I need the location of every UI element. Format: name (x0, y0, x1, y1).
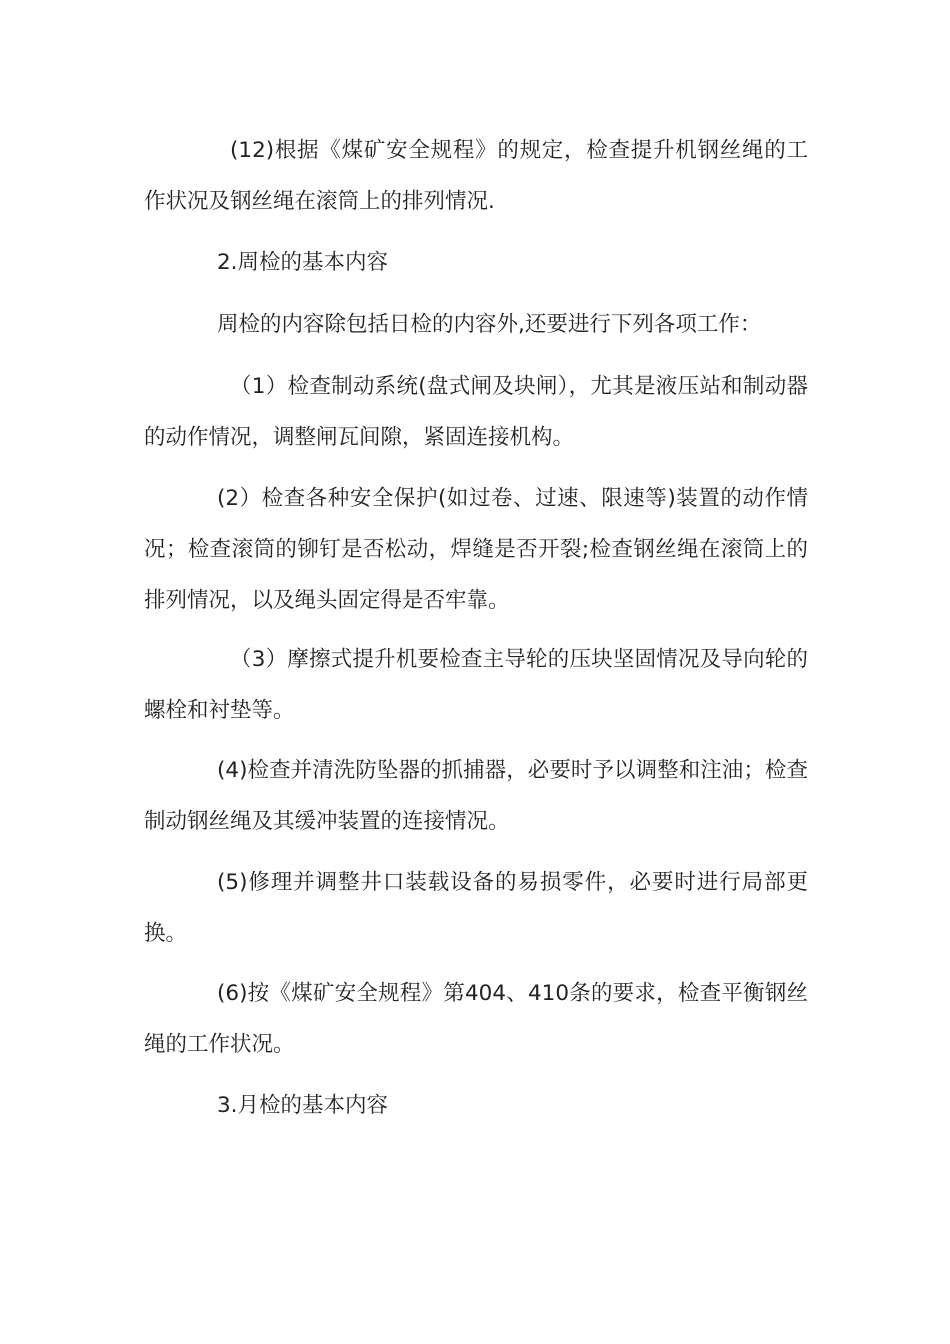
heading-monthly-inspection: 3.月检的基本内容 (217, 1093, 389, 1118)
paragraph-item-4: (4)检查并清洗防坠器的抓捕器，必要时予以调整和注油；检查制动钢丝绳及其缓冲装置的连接情况。 (144, 758, 808, 834)
paragraph-item-3: （3）摩擦式提升机要检查主导轮的压块坚固情况及导向轮的螺栓和衬垫等。 (144, 647, 808, 723)
paragraph-item-6: (6)按《煤矿安全规程》第404、410条的要求，检查平衡钢丝绳的工作状况。 (144, 981, 808, 1057)
paragraph-item-2: (2）检查各种安全保护(如过卷、过速、限速等)装置的动作情况；检查滚筒的铆钉是否松动，焊缝是否开裂;检查钢丝绳在滚筒上的排列情况，以及绳头固定得是否牢靠。 (144, 486, 808, 613)
paragraph-weekly-intro: 周检的内容除包括日检的内容外,还要进行下列各项工作： (217, 312, 762, 337)
paragraph-item-5: (5)修理并调整井口装载设备的易损零件，必要时进行局部更换。 (144, 870, 808, 946)
paragraph-wire-rope-check: (12)根据《煤矿安全规程》的规定，检查提升机钢丝绳的工作状况及钢丝绳在滚筒上的排列情况. (144, 138, 808, 214)
paragraph-item-1: （1）检查制动系统(盘式闸及块闸），尤其是液压站和制动器的动作情况，调整闸瓦间隙，紧固连接机构。 (144, 374, 808, 450)
heading-weekly-inspection: 2.周检的基本内容 (217, 250, 389, 275)
